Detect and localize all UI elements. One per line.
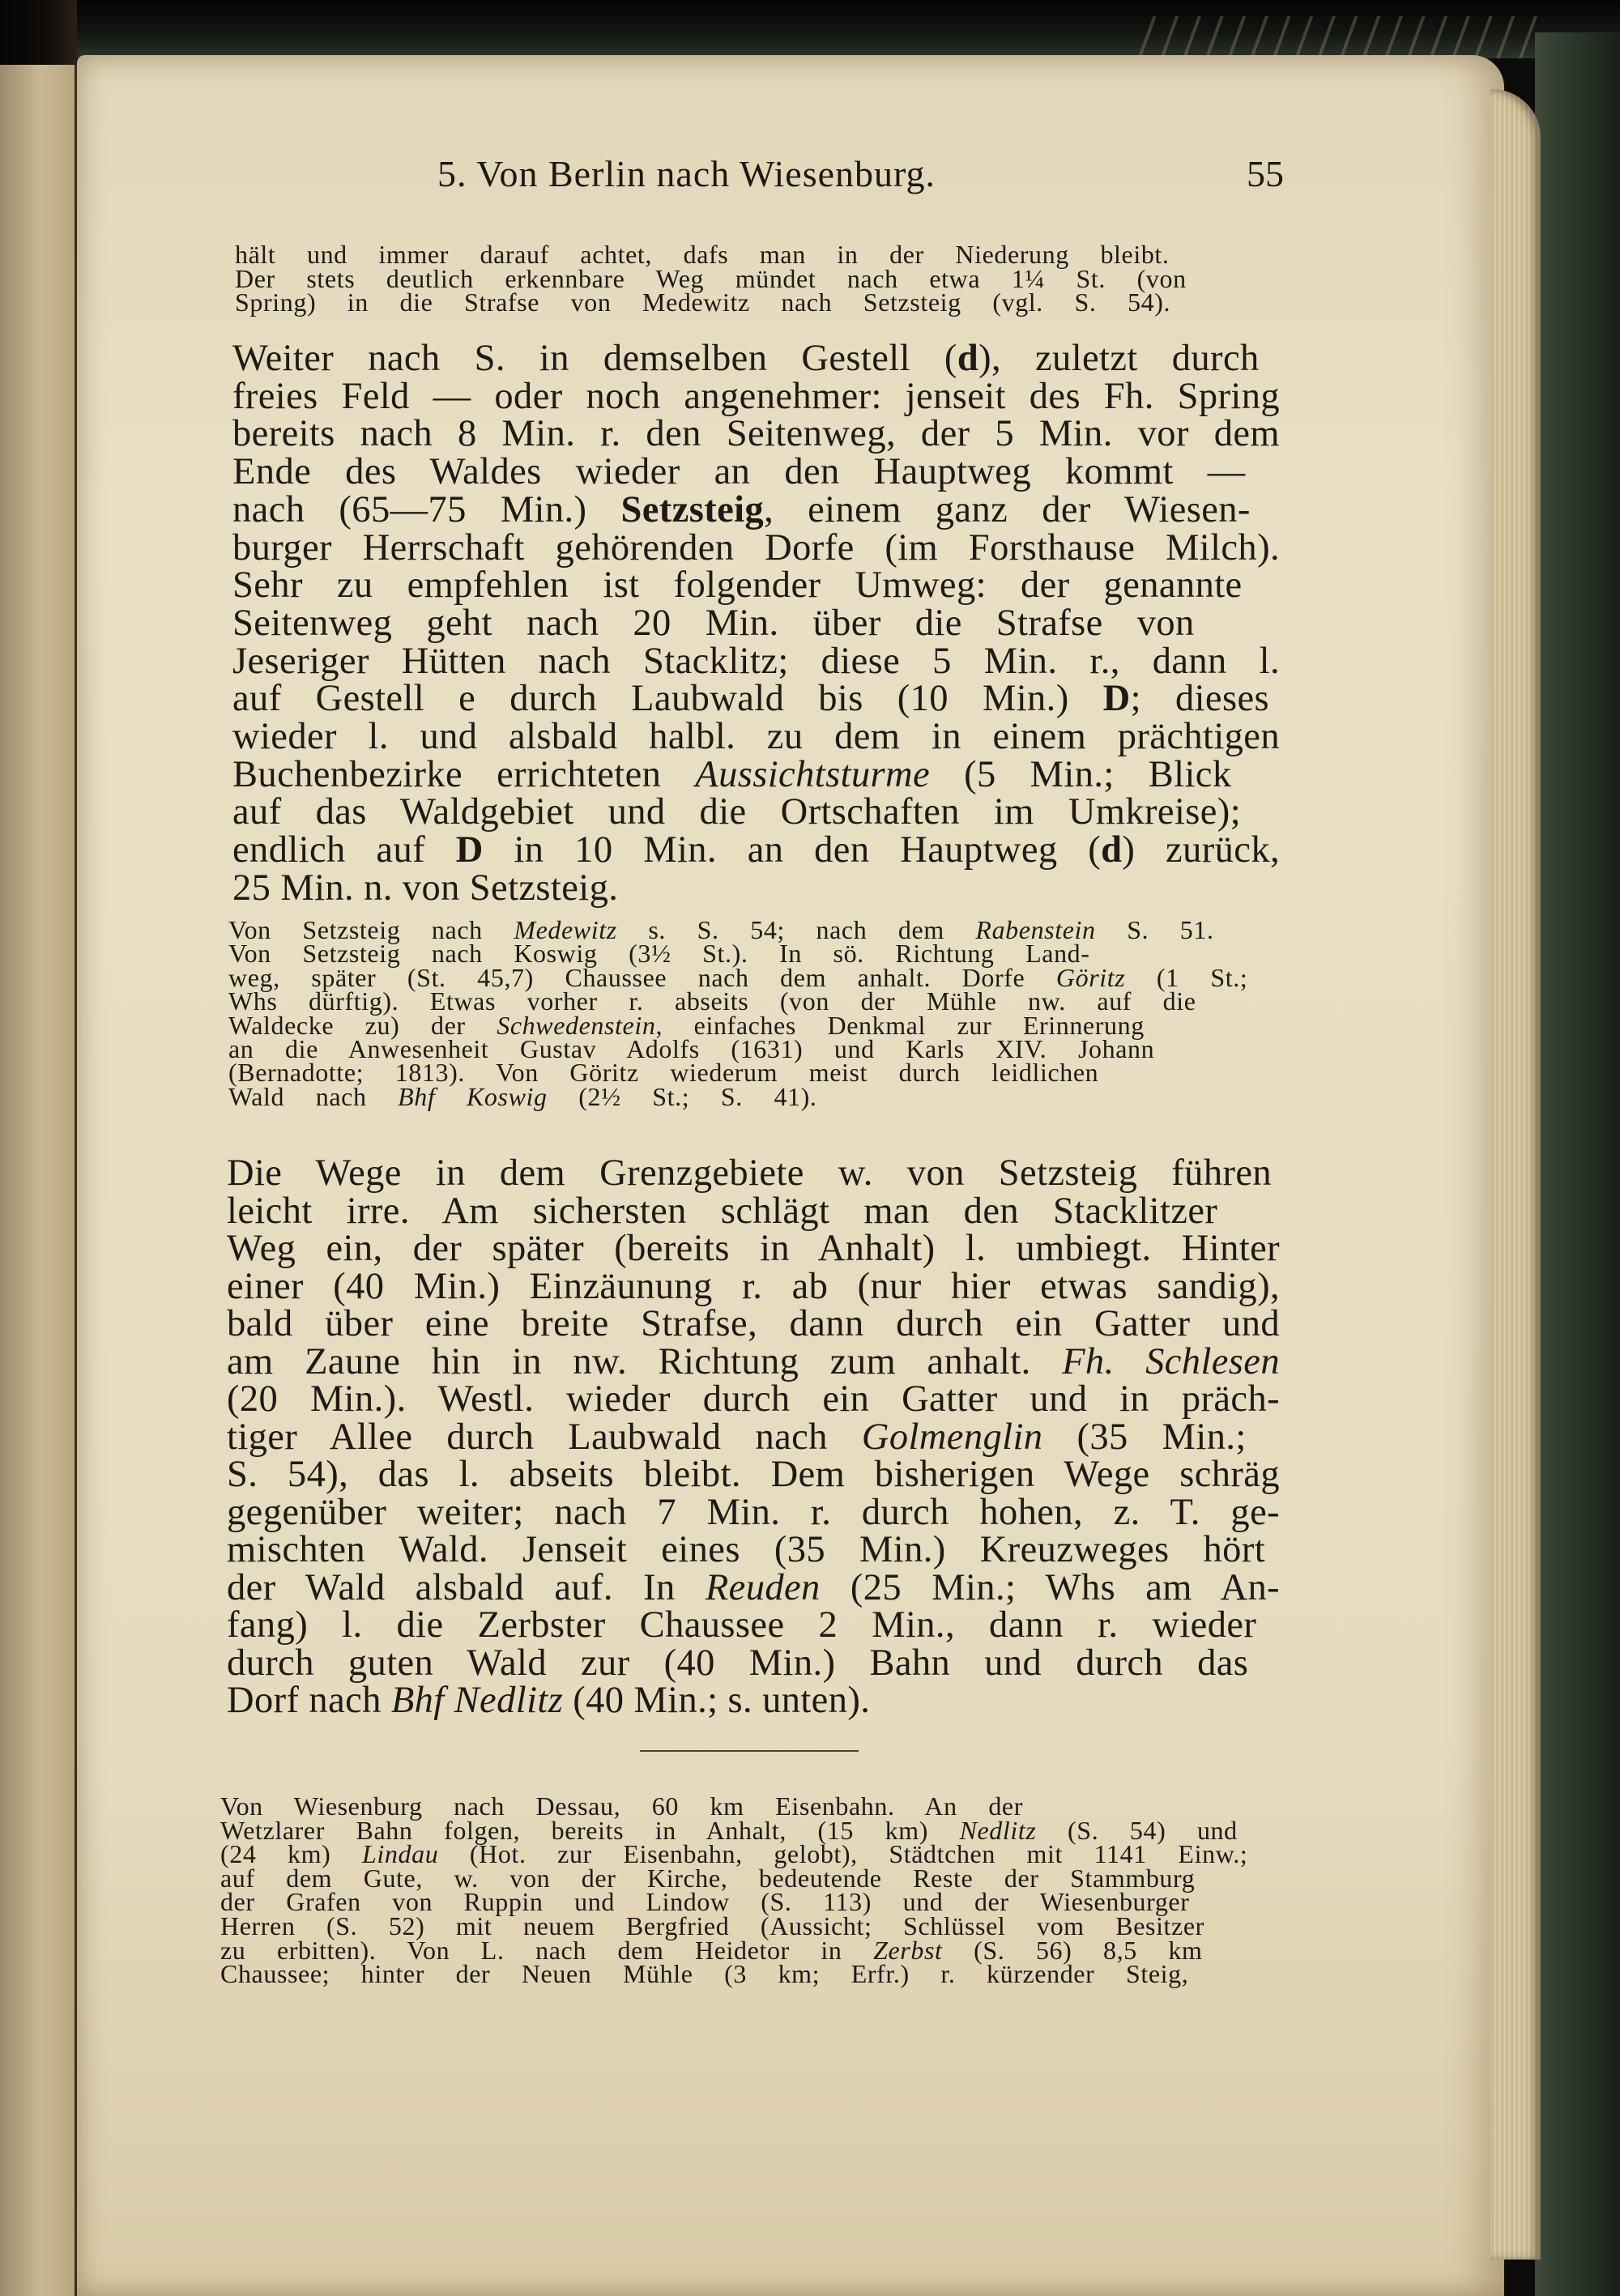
text-run: Waldecke zu) der [228,1010,497,1040]
page-number: 55 [1247,153,1284,194]
body-line [227,1566,1280,1609]
text-run: gegenüber weiter; nach 7 Min. r. durch hohen, z. T. ge- [227,1491,1280,1533]
bold-term: D [1102,678,1131,720]
text-run: auf Gestell e durch Laubwald bis (10 Min.) [232,678,1103,720]
text-run: Wald nach [228,1081,399,1111]
body-line [232,640,1280,683]
text-run: (1 St.; [1125,962,1248,992]
text-run: freies Feld — oder noch angenehmer: jenseit des Fh. Spring [232,375,1280,417]
text-run: Von Setzsteig nach Koswig (3½ St.). In sö. Richtung Land- [228,939,1090,969]
text-run: Sehr zu empfehlen ist folgender Umweg: der genannte [232,564,1243,607]
text-run: auf dem Gute, w. von der Kirche, bedeutende Reste der Stammburg [220,1863,1196,1893]
note-line [228,1082,817,1112]
body-line [227,1340,1280,1383]
text-run: tiger Allee durch Laubwald nach [227,1416,862,1458]
text-run: (Hot. zur Eisenbahn, gelobt), Städtchen mit 1141 Einw.; [438,1839,1248,1869]
italic-place-name: Reuden [705,1566,821,1608]
text-run: Dorf nach [227,1680,391,1721]
text-run: S. 51. [1095,915,1214,944]
text-run: (Bernadotte; 1813). Von Göritz wiederum meist durch leidlichen [228,1058,1099,1088]
body-line [232,602,1195,645]
body-line [227,1679,870,1722]
text-run: Der stets deutlich erkennbare Weg mündet nach etwa 1¼ St. (von [235,263,1187,293]
body-line [232,677,1269,720]
text-run: (S. 54) und [1036,1815,1238,1845]
text-run: hält und immer darauf achtet, dafs man in der Niederung bleibt. [235,240,1170,269]
body-line [227,1378,1280,1421]
book-cover-right [1535,32,1620,2296]
text-run: burger Herrschaft gehörenden Dorfe (im Forsthause Milch). [232,526,1280,569]
body-line [227,1190,1217,1233]
text-run: Herren (S. 52) mit neuem Bergfried (Aussicht; Schlüssel vom Besitzer [220,1911,1204,1940]
italic-place-name: Rabenstein [975,915,1096,944]
text-run: Von Setzsteig nach [228,915,514,944]
text-run: (S. 56) 8,5 km [942,1935,1203,1965]
text-run: der Grafen von Ruppin und Lindow (S. 113) und der Wiesenburger [220,1887,1190,1917]
text-run: leicht irre. Am sichersten schlägt man den Stacklitzer [227,1190,1218,1232]
text-run: Seitenweg geht nach 20 Min. über die Strafse von [232,602,1195,644]
text-run: Weg ein, der später (bereits in Anhalt) l. umbiegt. Hinter [227,1228,1280,1269]
text-run: Spring) in die Strafse von Medewitz nach Setzsteig (vgl. S. 54). [235,288,1171,317]
body-line [232,829,1280,871]
italic-place-name: Fh. Schlesen [1062,1340,1280,1382]
body-line [232,526,1280,569]
text-run: (35 Min.; [1042,1416,1247,1458]
text-run: der Wald alsbald auf. In [227,1566,706,1608]
text-run: , einem ganz der Wiesen- [764,488,1251,530]
italic-place-name: Lindau [362,1839,439,1869]
text-run: an die Anwesenheit Gustav Adolfs (1631) und Karls XIV. Johann [228,1034,1155,1063]
intro-line [235,288,1170,317]
bold-term: d [1101,829,1123,871]
italic-place-name: Göritz [1055,962,1126,992]
text-run: ), zuletzt durch [978,338,1260,379]
italic-place-name: Bhf Koswig [398,1081,548,1111]
text-run: bereits nach 8 Min. r. den Seitenweg, der 5 Min. vor dem [232,413,1280,455]
body-line [227,1453,1280,1496]
text-run: Von Wiesenburg nach Dessau, 60 km Eisenbahn. An der [220,1791,1023,1821]
body-line [227,1528,1265,1571]
text-run: auf das Waldgebiet und die Ortschaften im Umkreise); [232,791,1242,833]
text-run: s. S. 54; nach dem [616,915,976,944]
text-run: Buchenbezirke errichteten [232,753,696,795]
text-run: ; dieses [1130,678,1269,720]
section-divider [640,1750,859,1752]
text-run: ) zurück, [1122,829,1280,871]
text-run: Chaussee; hinter der Neuen Mühle (3 km; Erfr.) r. kürzender Steig, [220,1959,1189,1989]
italic-place-name: Bhf Nedlitz [390,1680,564,1721]
body-line [227,1152,1272,1195]
italic-place-name: Zerbst [873,1935,943,1965]
body-line [227,1642,1248,1685]
body-line [227,1416,1247,1459]
text-run: am Zaune hin in nw. Richtung zum anhalt. [227,1340,1063,1382]
bold-term: Setzsteig [620,488,765,530]
text-run: (25 Min.; Whs am An- [820,1566,1280,1608]
italic-place-name: Nedlitz [959,1815,1037,1845]
footnote-line [220,1959,1188,1989]
body-line [232,488,1251,531]
text-run: weg, später (St. 45,7) Chaussee nach dem anhalt. Dorfe [228,962,1056,992]
body-line [232,450,1246,493]
text-run: wieder l. und alsbald halbl. zu dem in einem prächtigen [232,716,1280,757]
text-run: (20 Min.). Westl. wieder durch ein Gatter und in präch- [227,1378,1280,1420]
text-run: (5 Min.; Blick [930,753,1232,795]
text-run: (40 Min.; s. unten). [563,1680,871,1721]
text-run: bald über eine breite Strafse, dann durch ein Gatter und [227,1303,1280,1344]
text-run: Ende des Waldes wieder an den Hauptweg kommt — [232,451,1246,493]
text-run: Whs dürftig). Etwas vorher r. abseits (von der Mühle nw. auf die [228,986,1196,1016]
body-line [227,1227,1280,1270]
body-line [227,1302,1280,1345]
body-line [227,1604,1256,1646]
text-run: fang) l. die Zerbster Chaussee 2 Min., dann r. wieder [227,1604,1257,1646]
text-run: Jeseriger Hütten nach Stacklitz; diese 5 Min. r., dann l. [232,640,1280,682]
body-line [232,715,1280,758]
text-run: (2½ St.; S. 41). [547,1081,817,1111]
chapter-title: 5. Von Berlin nach Wiesenburg. [437,153,936,194]
body-line [232,375,1280,418]
text-run: Die Wege in dem Grenzgebiete w. von Setzsteig führen [227,1152,1273,1194]
text-run: in 10 Min. an den Hauptweg ( [483,829,1102,871]
italic-place-name: Medewitz [514,915,617,944]
body-line [232,412,1280,455]
text-run: Wetzlarer Bahn folgen, bereits in Anhalt, (15 km) [220,1815,960,1845]
body-line [227,1491,1280,1534]
bold-term: D [455,829,484,871]
body-line [232,790,1241,833]
text-run: , einfaches Denkmal zur Erinnerung [655,1010,1145,1040]
text-run: einer (40 Min.) Einzäunung r. ab (nur hier etwas sandig), [227,1265,1280,1307]
body-line [227,1265,1280,1308]
running-header [437,152,1284,201]
text-run: durch guten Wald zur (40 Min.) Bahn und durch das [227,1642,1249,1684]
text-run: nach (65—75 Min.) [232,488,621,530]
body-line [232,867,618,909]
italic-place-name: Aussichtsturme [695,753,931,795]
italic-place-name: Schwedenstein [497,1010,656,1040]
text-run: endlich auf [232,829,456,871]
text-run: zu erbitten). Von L. nach dem Heidetor in [220,1935,874,1965]
body-line [232,337,1260,380]
cover-ornament [1134,16,1539,58]
body-line [232,753,1231,796]
previous-page-edge [0,65,77,2296]
bold-term: d [957,338,979,379]
text-run: (24 km) [220,1839,363,1869]
italic-place-name: Golmenglin [861,1416,1043,1458]
body-line [232,564,1243,607]
text-run: 25 Min. n. von Setzsteig. [232,867,619,909]
text-run: mischten Wald. Jenseit eines (35 Min.) Kreuzweges hört [227,1529,1266,1570]
text-run: S. 54), das l. abseits bleibt. Dem bisherigen Wege schräg [227,1454,1280,1495]
page-stack-edges [1490,89,1541,2260]
text-run: Weiter nach S. in demselben Gestell ( [232,338,957,379]
